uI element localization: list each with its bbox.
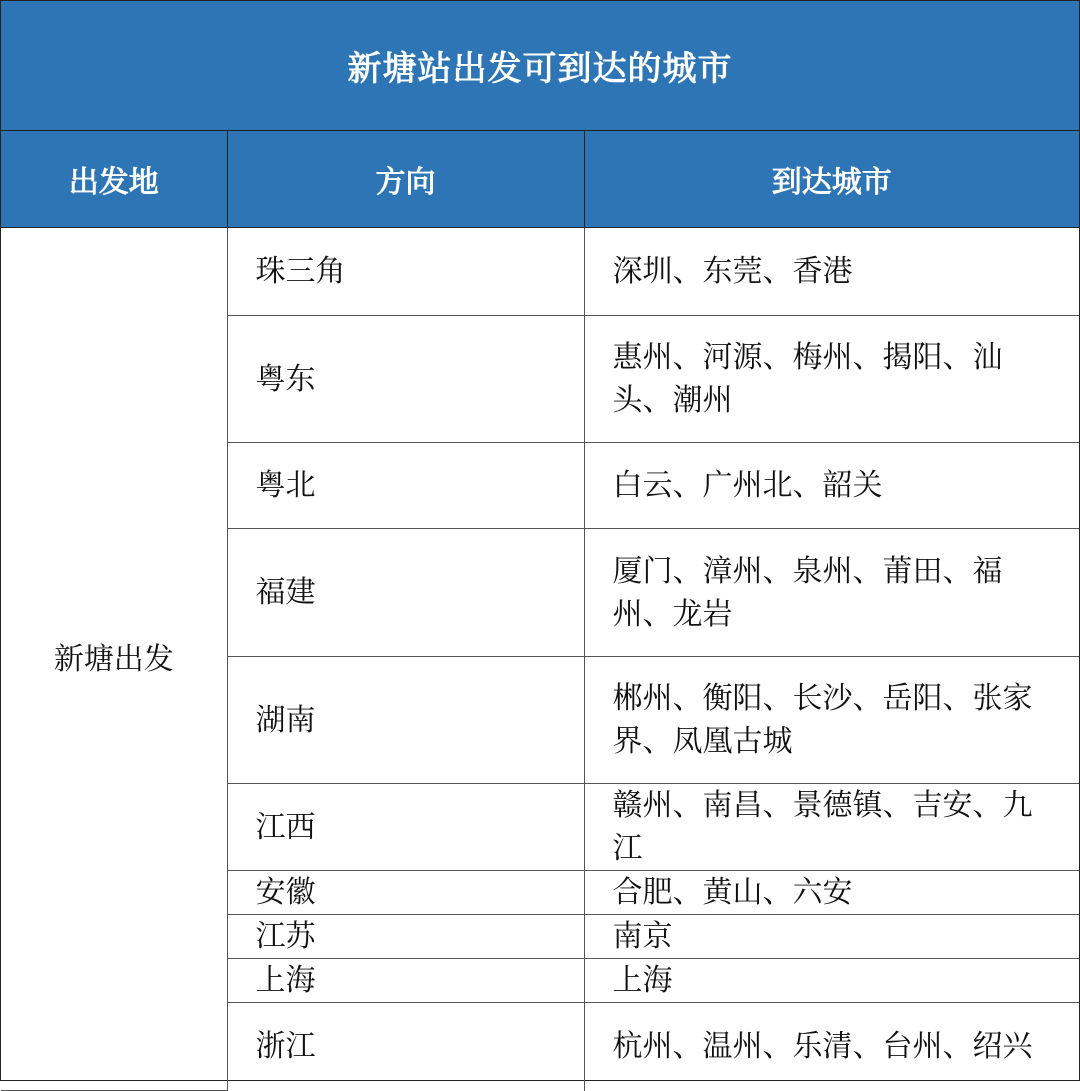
direction-cell: 安徽 bbox=[227, 871, 584, 915]
cities-cell: 杭州、温州、乐清、台州、绍兴 bbox=[612, 1029, 1033, 1065]
cities-cell: 赣州、南昌、景德镇、吉安、九江 bbox=[584, 784, 1079, 871]
direction-cell: 江西 bbox=[227, 784, 584, 871]
cities-cell: 惠州、河源、梅州、揭阳、汕头、潮州 bbox=[584, 316, 1079, 443]
direction-cell: 江苏 bbox=[227, 915, 584, 959]
direction-cell: 上海 bbox=[227, 959, 584, 1003]
cities-cell: 南京 bbox=[584, 915, 1079, 959]
direction-cell: 珠三角 bbox=[227, 228, 584, 316]
cities-cell: 深圳、东莞、香港 bbox=[584, 228, 1079, 316]
cities-cell: 郴州、衡阳、长沙、岳阳、张家界、凤凰古城 bbox=[584, 657, 1079, 784]
cities-cell: 白云、广州北、韶关 bbox=[584, 443, 1079, 529]
origin-cell: 新塘出发 bbox=[1, 228, 227, 1091]
direction-cell: 浙江 bbox=[227, 1003, 584, 1091]
cities-cell: 厦门、漳州、泉州、莆田、福州、龙岩 bbox=[584, 529, 1079, 657]
destination-table bbox=[1, 131, 1079, 1091]
header-row bbox=[1, 131, 1079, 228]
cities-cell: 合肥、黄山、六安 bbox=[584, 871, 1079, 915]
direction-cell: 粤北 bbox=[227, 443, 584, 529]
cities-cell: 上海 bbox=[584, 959, 1079, 1003]
header-origin: 出发地 bbox=[1, 131, 227, 228]
direction-cell: 湖南 bbox=[227, 657, 584, 784]
direction-cell: 粤东 bbox=[227, 316, 584, 443]
header-cities: 到达城市 bbox=[584, 131, 1079, 228]
header-direction: 方向 bbox=[227, 131, 584, 228]
table-title: 新塘站出发可到达的城市 bbox=[1, 1, 1079, 131]
direction-cell: 福建 bbox=[227, 529, 584, 657]
table-row bbox=[1, 228, 1079, 316]
